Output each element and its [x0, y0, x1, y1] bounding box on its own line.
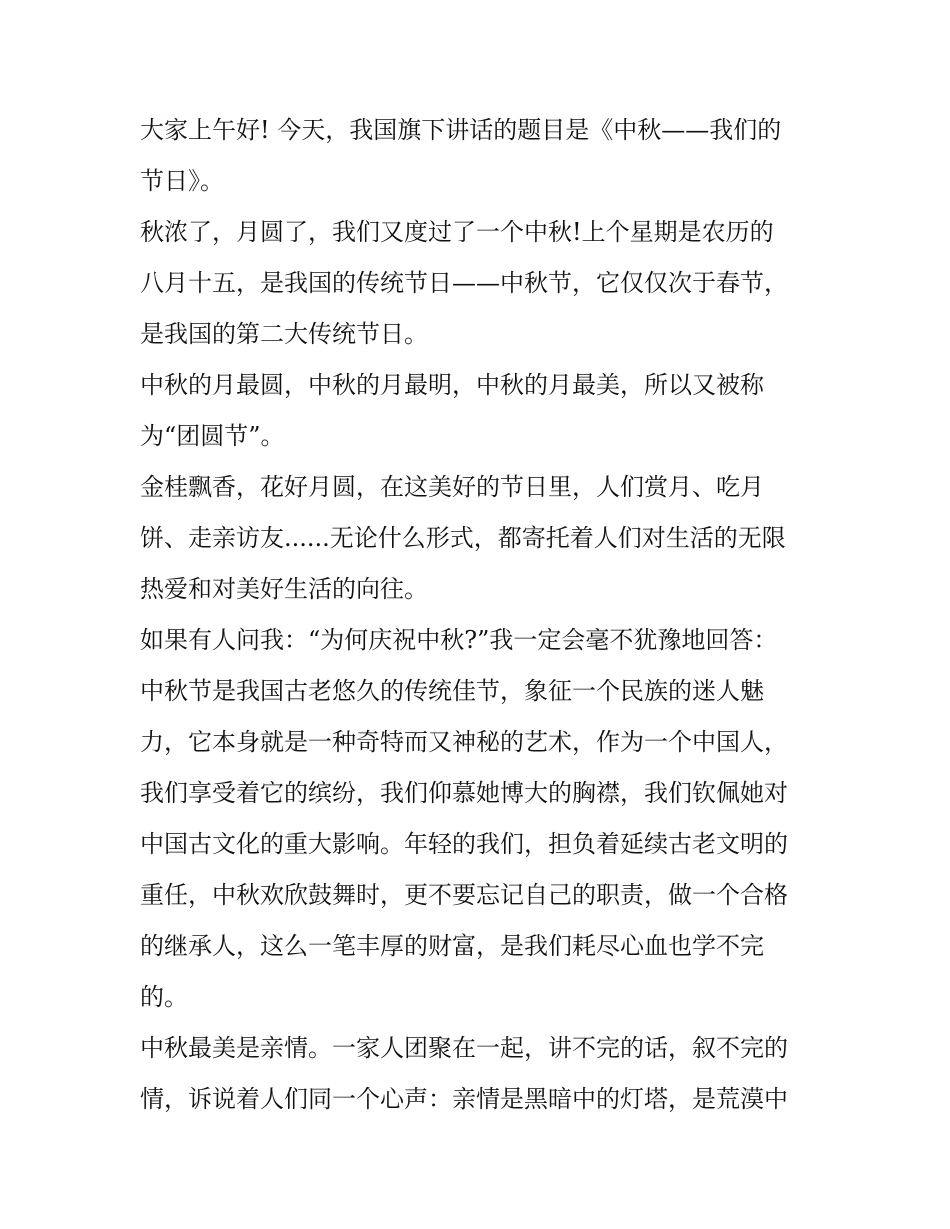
text-line: 八月十五，是我国的传统节日——中秋节，它仅仅次于春节，: [140, 269, 788, 297]
text-line: 的。: [140, 983, 188, 1011]
text-line: 饼、走亲访友......无论什么形式，都寄托着人们对生活的无限: [140, 524, 786, 552]
text-line: 情，诉说着人们同一个心声：亲情是黑暗中的灯塔，是荒漠中: [140, 1085, 788, 1113]
text-line: 秋浓了，月圆了，我们又度过了一个中秋!上个星期是农历的: [140, 218, 774, 246]
text-line: 热爱和对美好生活的向往。: [140, 575, 428, 603]
speech-text: [140, 105, 812, 1125]
text-line: 重任，中秋欢欣鼓舞时，更不要忘记自己的职责，做一个合格: [140, 881, 788, 909]
text-line: 的继承人，这么一笔丰厚的财富，是我们耗尽心血也学不完: [140, 932, 764, 960]
text-line: 中国古文化的重大影响。年轻的我们，担负着延续古老文明的: [140, 830, 788, 858]
text-line: 如果有人问我：“为何庆祝中秋?”我一定会毫不犹豫地回答：: [140, 626, 778, 654]
text-line: 中秋最美是亲情。一家人团聚在一起，讲不完的话，叙不完的: [140, 1034, 788, 1062]
text-line: 金桂飘香，花好月圆，在这美好的节日里，人们赏月、吃月: [140, 473, 764, 501]
text-line: 是我国的第二大传统节日。: [140, 320, 428, 348]
text-line: 大家上午好! 今天，我国旗下讲话的题目是《中秋——我们的: [140, 116, 782, 144]
text-line: 我们享受着它的缤纷，我们仰慕她博大的胸襟，我们钦佩她对: [140, 779, 788, 807]
text-line: 为“团圆节”。: [140, 422, 285, 450]
text-line: 中秋的月最圆，中秋的月最明，中秋的月最美，所以又被称: [140, 371, 764, 399]
text-line: 力，它本身就是一种奇特而又神秘的艺术，作为一个中国人，: [140, 728, 788, 756]
text-line: 节日》。: [140, 167, 224, 195]
text-line: 中秋节是我国古老悠久的传统佳节，象征一个民族的迷人魅: [140, 677, 764, 705]
